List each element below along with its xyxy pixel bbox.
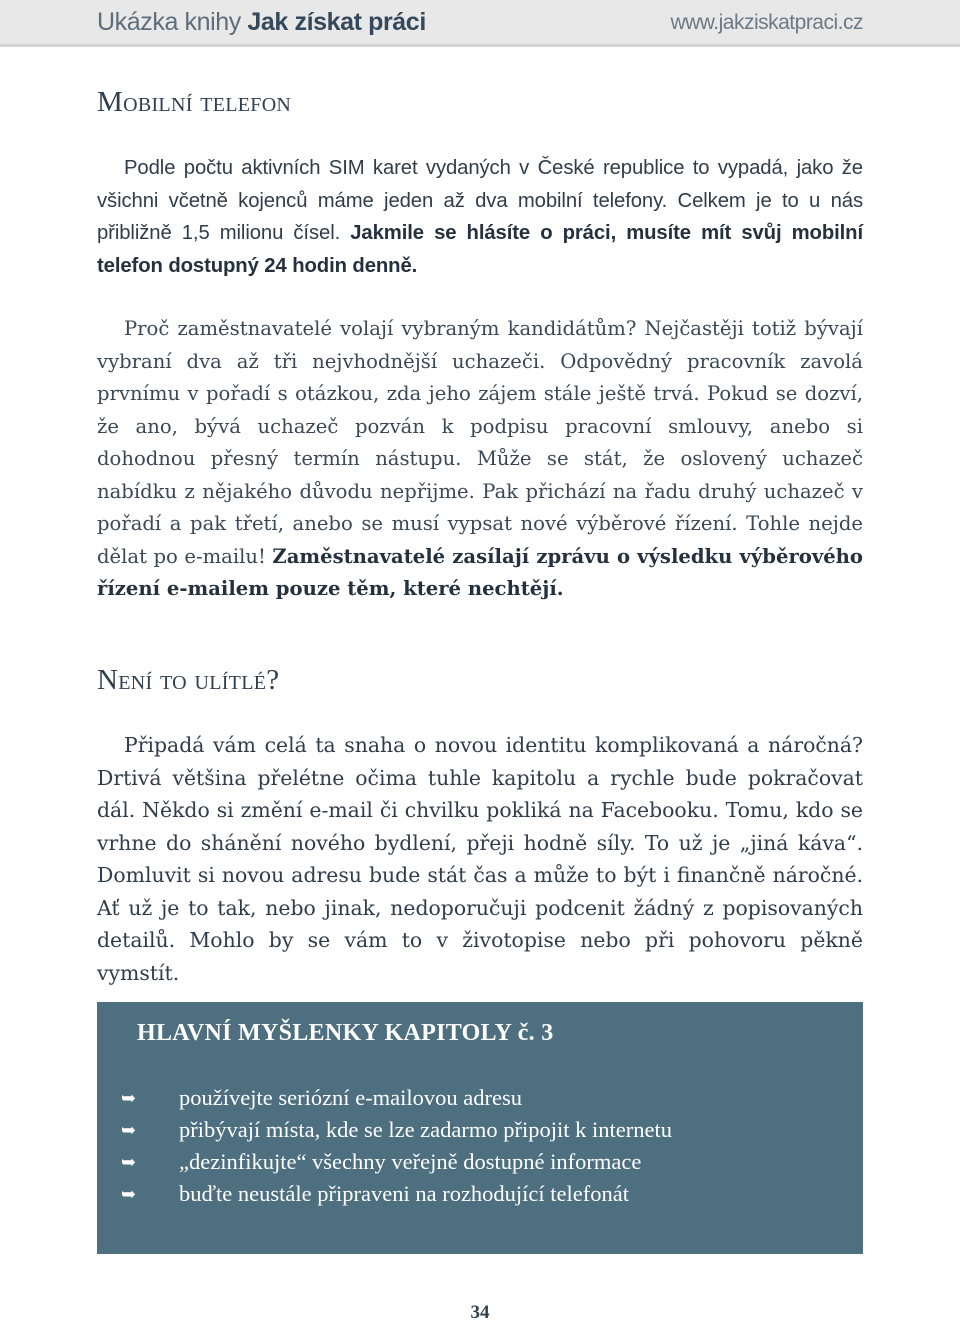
list-item xyxy=(121,1082,672,1114)
section-heading-not-crazy: Není to ulítlé? xyxy=(97,664,280,696)
section-heading-mobile-phone: Mobilní telefon xyxy=(97,86,292,118)
chapter-summary-title: HLAVNÍ MYŠLENKY KAPITOLY č. 3 xyxy=(137,1020,554,1046)
list-item xyxy=(121,1114,672,1146)
paragraph-new-identity-text: Připadá vám celá ta snaha o novou identitu komplikovaná a náročná? Drtivá většina přelétne očima tuhle kapitolu a rychle bude pokračovat dál. Někdo si změní e-mail či chvilku pokliká na Facebooku. Tomu, kdo se vrhne do shánění nového bydlení, přeji hodně síly. To už je „jiná káva“. Domluvit si novou adresu bude stát čas a může to být i finančně náročné. Ať už je to tak, nebo jinak, nedoporučuji podcenit žádný z popisovaných detailů. Mohlo by se vám to v životopise nebo při pohovoru pěkně vymstít. xyxy=(97,733,863,985)
chapter-summary-list xyxy=(121,1082,672,1210)
paragraph-employers-call xyxy=(97,313,863,606)
paragraph-employers-call-text: Proč zaměstnavatelé volají vybraným kandidátům? Nejčastěji totiž bývají vybraní dva až tři nejvhodnější uchazeči. Odpovědný pracovník zavolá prvnímu v pořadí s otázkou, zda jeho zájem stále ještě trvá. Pokud se dozví, že ano, bývá uchazeč pozván k podpisu pracovní smlouvy, anebo si dohodnou přesný termín nástupu. Může se stát, že oslovený uchazeč nabídku z nějakého důvodu nepřijme. Pak přichází na řadu druhý uchazeč v pořadí a pak třetí, anebo se musí vypsat nové výběrové řízení. Tohle nejde dělat po e-mailu! xyxy=(97,317,863,568)
site-url[interactable]: www.jakziskatpraci.cz xyxy=(670,11,863,34)
paragraph-employers-call-bold: Zaměstnavatelé zasílají zprávu o výsledku výběrového řízení e-mailem pouze těm, které nechtějí. xyxy=(97,544,863,600)
book-label xyxy=(97,8,426,37)
page-header xyxy=(0,0,960,47)
paragraph-new-identity xyxy=(97,729,863,989)
book-title: Jak získat práci xyxy=(247,8,426,36)
list-item-text: buďte neustále připraveni na rozhodující telefonát xyxy=(179,1181,629,1206)
curved-arrow-icon: ➥ xyxy=(121,1151,137,1173)
paragraph-sim-cards xyxy=(97,152,863,282)
list-item-text: „dezinfikujte“ všechny veřejně dostupné informace xyxy=(179,1149,642,1174)
curved-arrow-icon: ➥ xyxy=(121,1087,137,1109)
chapter-summary-box xyxy=(97,1002,863,1254)
page-number: 34 xyxy=(470,1302,490,1323)
list-item xyxy=(121,1178,672,1210)
paragraph-sim-cards-bold: Jakmile se hlásíte o práci, musíte mít svůj mobilní telefon dostupný 24 hodin denně. xyxy=(97,222,864,277)
curved-arrow-icon: ➥ xyxy=(121,1119,137,1141)
list-item-text: přibývají místa, kde se lze zadarmo připojit k internetu xyxy=(179,1117,672,1142)
curved-arrow-icon: ➥ xyxy=(121,1183,137,1205)
list-item xyxy=(121,1146,672,1178)
book-label-prefix: Ukázka knihy xyxy=(97,8,248,36)
paragraph-sim-cards-text: Podle počtu aktivních SIM karet vydaných v České republice to vypadá, jako že všichni včetně kojenců máme jeden až dva mobilní telefony. Celkem je to u nás přibližně 1,5 milionu čísel. xyxy=(97,157,863,244)
list-item-text: používejte seriózní e-mailovou adresu xyxy=(179,1085,523,1110)
